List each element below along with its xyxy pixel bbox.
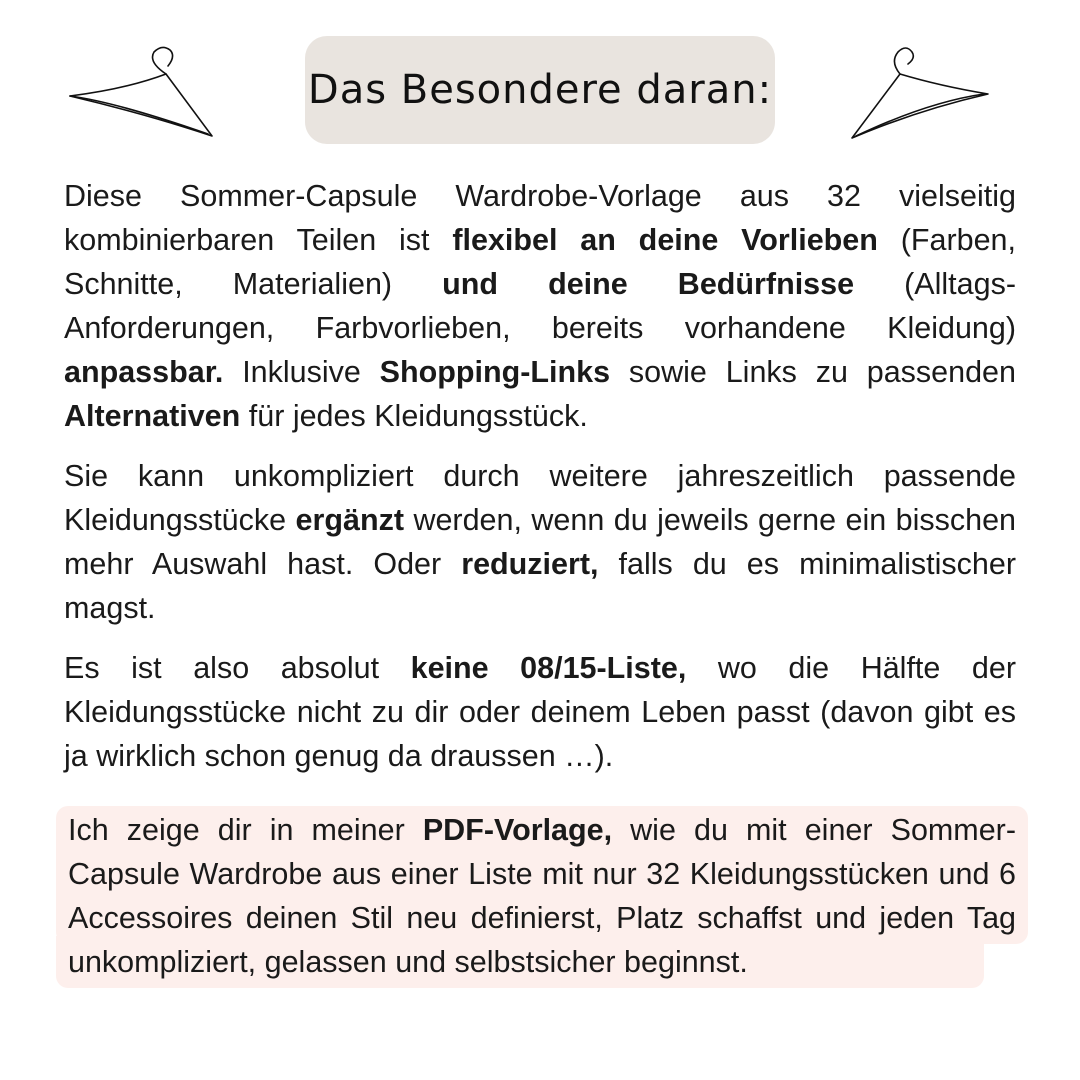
text-span: falls du es minimalistischer magst. bbox=[64, 547, 1016, 625]
bold-text: ergänzt bbox=[295, 503, 405, 537]
bold-text: Alternativen bbox=[64, 399, 241, 433]
text-span: sowie Links zu passenden bbox=[610, 355, 1016, 389]
page-title: Das Besondere daran: bbox=[307, 67, 773, 113]
clothes-hanger-icon bbox=[848, 44, 998, 144]
highlight-text bbox=[68, 808, 1016, 984]
bold-text: Shopping-Links bbox=[379, 355, 611, 389]
paragraph-extensibility bbox=[64, 454, 1016, 630]
paragraph-not-generic bbox=[64, 646, 1016, 778]
text-span: wie du mit einer Sommer-Capsule Wardrobe aus einer Liste mit nur 32 Kleidungsstücken und 6 Accessoires deinen Stil neu definierst, Platz schaffst und jeden Tag unkompliziert, gelassen und selbstsicher beginnst. bbox=[68, 813, 1016, 979]
bold-text: flexibel an deine Vorlieben bbox=[452, 223, 878, 257]
bold-text: keine 08/15-Liste, bbox=[410, 651, 687, 685]
text-span: Sie kann unkompliziert durch weitere jahreszeitlich passende Kleidungsstücke bbox=[64, 459, 1016, 537]
bold-text: anpassbar. bbox=[64, 355, 224, 389]
title-banner bbox=[305, 36, 775, 144]
bold-text: und deine Bedürfnisse bbox=[442, 267, 855, 301]
paragraph-flexibility bbox=[64, 174, 1016, 438]
text-span: Inklusive bbox=[223, 355, 380, 389]
text-span: (Farben, Schnitte, Materialien) bbox=[64, 223, 1016, 301]
text-span: wo die Hälfte der Kleidungsstücke nicht zu dir oder deinem Leben passt (davon gibt es ja wirklich schon genug da draussen …). bbox=[64, 651, 1017, 773]
text-span: (Alltags-Anforderungen, Farbvorlieben, bereits vorhandene Kleidung) bbox=[64, 267, 1016, 345]
text-span: Ich zeige dir in meiner bbox=[68, 813, 423, 847]
text-span: Diese Sommer-Capsule Wardrobe-Vorlage aus 32 vielseitig kombinierbaren Teilen ist bbox=[64, 179, 1016, 257]
text-span: für jedes Kleidungsstück. bbox=[240, 399, 588, 433]
highlight-callout bbox=[56, 806, 1028, 988]
bold-text: reduziert, bbox=[461, 547, 599, 581]
body-text bbox=[64, 174, 1016, 794]
bold-text: PDF-Vorlage, bbox=[422, 813, 613, 847]
text-span: Es ist also absolut bbox=[64, 651, 411, 685]
clothes-hanger-icon bbox=[66, 44, 216, 144]
text-span: werden, wenn du jeweils gerne ein bisschen mehr Auswahl hast. Oder bbox=[64, 503, 1016, 581]
